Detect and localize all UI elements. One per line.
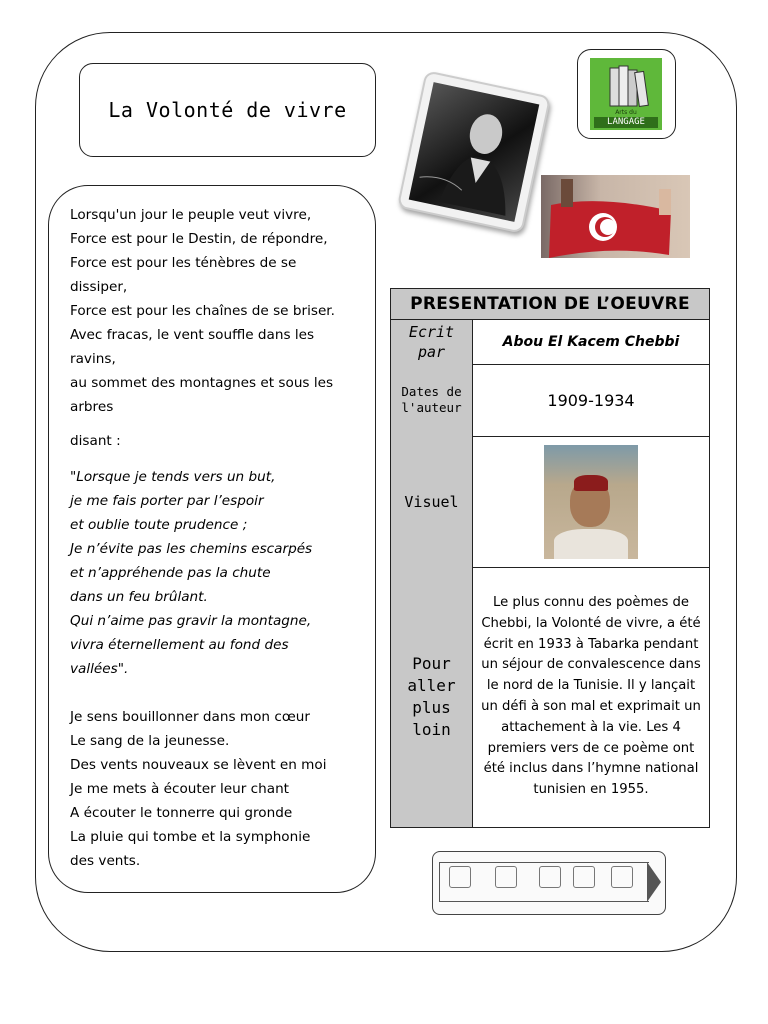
author-label: Ecrit par (391, 320, 473, 364)
poem-line: au sommet des montagnes et sous les (70, 375, 334, 391)
visual-label: Visuel (391, 436, 473, 567)
poem-stanza-2 (70, 465, 370, 681)
logo-label: LANGAGE (594, 117, 658, 128)
poem-line: et n’appréhende pas la chute (70, 565, 271, 581)
title-box (79, 63, 376, 157)
author-value: Abou El Kacem Chebbi (502, 334, 680, 350)
poem-line: "Lorsque je tends vers un but, (70, 469, 276, 485)
poem-line: Qui n’aime pas gravir la montagne, (70, 613, 312, 629)
dates-label: Dates de l'auteur (391, 364, 473, 436)
poem-line: et oublie toute prudence ; (70, 517, 248, 533)
poem-line: Force est pour les chaînes de se briser. (70, 303, 335, 319)
poem-line: vivra éternellement au fond des (70, 637, 289, 653)
books-icon (590, 58, 662, 130)
logo-sub: Arts du (615, 109, 637, 116)
poem-line: dans un feu brûlant. (70, 589, 208, 605)
poem-line: Je me mets à écouter leur chant (70, 781, 290, 797)
poem-line: Le sang de la jeunesse. (70, 733, 230, 749)
poem-line: La pluie qui tombe et la symphonie (70, 829, 311, 845)
poem-line: Force est pour le Destin, de répondre, (70, 231, 328, 247)
dates-value: 1909-1934 (547, 390, 635, 410)
author-visual-image (544, 445, 638, 559)
table-header: PRESENTATION DE L’OEUVRE (391, 289, 709, 320)
poem-line: ravins, (70, 351, 116, 367)
history-timeline-image (432, 851, 666, 915)
more-value: Le plus connu des poèmes de Chebbi, la Volonté de vivre, a été écrit en 1933 à Tabarka pendant un séjour de convalescence dans le nord de la Tunisie. Il y lançait un défi à son mal et exprimait un attachement à la vie. Les 4 premiers vers de ce poème ont été inclus dans l’hymne national tunisien en 1955. (481, 595, 701, 798)
poem-line: Force est pour les ténèbres de se (70, 255, 297, 271)
poem-line: Des vents nouveaux se lèvent en moi (70, 757, 327, 773)
poem-line: Lorsqu'un jour le peuple veut vivre, (70, 207, 312, 223)
poem-stanza-3 (70, 705, 370, 873)
poem-line: je me fais porter par l’espoir (70, 493, 264, 509)
poem-line: A écouter le tonnerre qui gronde (70, 805, 293, 821)
more-label: Pour aller plus loin (391, 567, 473, 827)
poem-stanza-1 (70, 203, 370, 419)
poem-text (70, 203, 370, 873)
poem-intro: disant : (70, 433, 121, 449)
tunisian-flag-photo (541, 175, 690, 258)
poem-line: arbres (70, 399, 114, 415)
poem-line: Je sens bouillonner dans mon cœur (70, 709, 310, 725)
page-title: La Volonté de vivre (108, 98, 347, 122)
presentation-table (390, 288, 710, 828)
poem-line: dissiper, (70, 279, 128, 295)
logo-box (577, 49, 676, 139)
poem-line: Avec fracas, le vent souffle dans les (70, 327, 315, 343)
poem-line: vallées". (70, 661, 129, 677)
poem-line: des vents. (70, 853, 141, 869)
poem-line: Je n’évite pas les chemins escarpés (70, 541, 313, 557)
